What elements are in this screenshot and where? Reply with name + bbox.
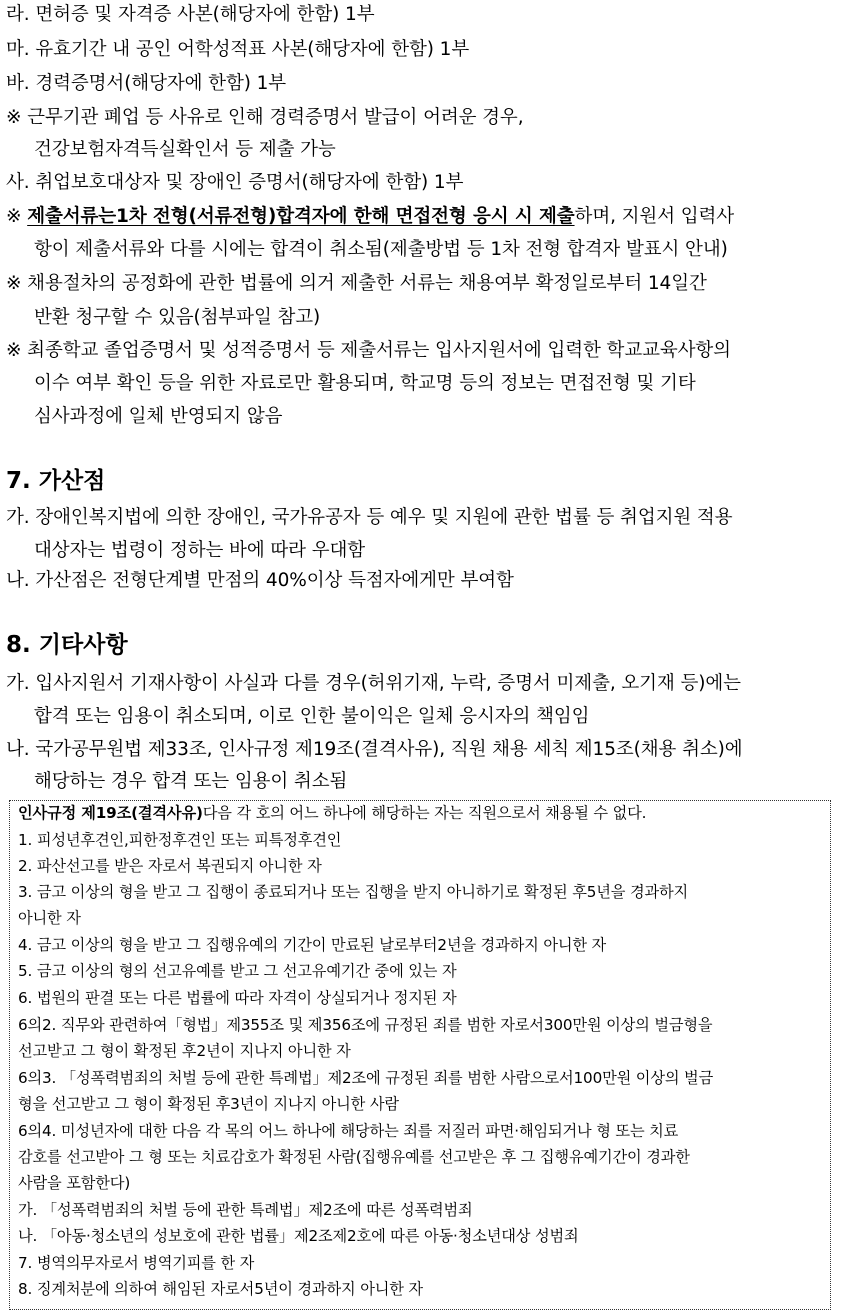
note-2-line-1 xyxy=(6,204,734,230)
rule-item: 감호를 선고받아 그 형 또는 치료감호가 확정된 사람(집행유예를 선고받은 후 그 집행유예기간이 경과한 xyxy=(18,1148,690,1166)
note-4-line-3: 심사과정에 일체 반영되지 않음 xyxy=(34,406,283,427)
rule-item: 6의3. 「성폭력범죄의 처벌 등에 관한 특례법」제2조에 규정된 죄를 범한 사람으로서100만원 이상의 벌금 xyxy=(18,1069,714,1087)
rule-item: 5. 금고 이상의 형의 선고유예를 받고 그 선고유예기간 중에 있는 자 xyxy=(18,962,457,980)
rule-item: 6의2. 직무와 관련하여「형법」제355조 및 제356조에 규정된 죄를 범한 자로서300만원 이상의 벌금형을 xyxy=(18,1016,713,1034)
rule-item: 사람을 포함한다) xyxy=(18,1174,131,1192)
note-4-line-2: 이수 여부 확인 등을 위한 자료로만 활용되며, 학교명 등의 정보는 면접전형 및 기타 xyxy=(34,373,696,394)
rule-item: 8. 징계처분에 의하여 해임된 자로서5년이 경과하지 아니한 자 xyxy=(18,1280,423,1298)
rule-item: 4. 금고 이상의 형을 받고 그 집행유예의 기간이 만료된 날로부터2년을 경과하지 아니한 자 xyxy=(18,936,607,954)
rule-item: 형을 선고받고 그 형이 확정된 후3년이 지나지 아니한 사람 xyxy=(18,1095,399,1113)
note-1-line-1: ※ 근무기관 폐업 등 사유로 인해 경력증명서 발급이 어려운 경우, xyxy=(6,107,524,128)
section-7-item-na: 나. 가산점은 전형단계별 만점의 40%이상 득점자에게만 부여함 xyxy=(6,570,514,591)
section-7-item-ga-line-2: 대상자는 법령이 정하는 바에 따라 우대함 xyxy=(34,540,366,561)
rules-box-heading-text: 다음 각 호의 어느 하나에 해당하는 자는 직원으로서 채용될 수 없다. xyxy=(202,804,647,822)
section-8-item-na-line-1: 나. 국가공무원법 제33조, 인사규정 제19조(결격사유), 직원 채용 세칙 제15조(채용 취소)에 xyxy=(6,739,743,760)
rule-item: 6. 법원의 판결 또는 다른 법률에 따라 자격이 상실되거나 정지된 자 xyxy=(18,989,457,1007)
emphasized-notice: 제출서류는1차 전형(서류전형)합격자에 한해 면접전형 응시 시 제출 xyxy=(27,206,575,227)
note-3-line-1: ※ 채용절차의 공정화에 관한 법률에 의거 제출한 서류는 채용여부 확정일로부터 14일간 xyxy=(6,273,707,294)
section-8-item-na-line-2: 해당하는 경우 합격 또는 임용이 취소됨 xyxy=(34,771,348,792)
list-item-ra: 라. 면허증 및 자격증 사본(해당자에 한함) 1부 xyxy=(6,4,375,25)
note-3-line-2: 반환 청구할 수 있음(첨부파일 참고) xyxy=(34,307,321,328)
rule-item: 1. 피성년후견인,피한정후견인 또는 피특정후견인 xyxy=(18,831,342,849)
rule-item: 나. 「아동·청소년의 성보호에 관한 법률」제2조제2호에 따른 아동·청소년대상 성범죄 xyxy=(18,1227,579,1245)
section-7-item-ga-line-1: 가. 장애인복지법에 의한 장애인, 국가유공자 등 예우 및 지원에 관한 법률 등 취업지원 적용 xyxy=(6,507,733,528)
list-item-sa: 사. 취업보호대상자 및 장애인 증명서(해당자에 한함) 1부 xyxy=(6,172,464,193)
section-8-item-ga-line-1: 가. 입사지원서 기재사항이 사실과 다를 경우(허위기재, 누락, 증명서 미제출, 오기재 등)에는 xyxy=(6,673,741,694)
list-item-ma: 마. 유효기간 내 공인 어학성적표 사본(해당자에 한함) 1부 xyxy=(6,39,470,60)
rule-item: 7. 병역의무자로서 병역기피를 한 자 xyxy=(18,1254,255,1272)
section-8-item-ga-line-2: 합격 또는 임용이 취소되며, 이로 인한 불이익은 일체 응시자의 책임임 xyxy=(34,706,590,727)
rule-item: 3. 금고 이상의 형을 받고 그 집행이 종료되거나 또는 집행을 받지 아니하기로 확정된 후5년을 경과하지 xyxy=(18,883,689,901)
section-8-title: 8. 기타사항 xyxy=(6,632,128,658)
rule-item: 아니한 자 xyxy=(18,909,81,927)
note-mark: ※ xyxy=(6,206,22,227)
note-2-line-2: 항이 제출서류와 다를 시에는 합격이 취소됨(제출방법 등 1차 전형 합격자 발표시 안내) xyxy=(34,239,728,260)
rule-item: 선고받고 그 형이 확정된 후2년이 지나지 아니한 자 xyxy=(18,1042,351,1060)
note-1-line-2: 건강보험자격득실확인서 등 제출 가능 xyxy=(34,139,336,160)
rule-item: 2. 파산선고를 받은 자로서 복권되지 아니한 자 xyxy=(18,857,322,875)
rules-box-heading xyxy=(18,802,646,824)
list-item-ba: 바. 경력증명서(해당자에 한함) 1부 xyxy=(6,73,287,94)
note-4-line-1: ※ 최종학교 졸업증명서 및 성적증명서 등 제출서류는 입사지원서에 입력한 학교교육사항의 xyxy=(6,340,731,361)
rules-box-heading-bold: 인사규정 제19조(결격사유) xyxy=(18,804,203,822)
rule-item: 6의4. 미성년자에 대한 다음 각 목의 어느 하나에 해당하는 죄를 저질러 파면·해임되거나 형 또는 치료 xyxy=(18,1122,679,1140)
section-7-title: 7. 가산점 xyxy=(6,468,106,494)
rule-item: 가. 「성폭력범죄의 처벌 등에 관한 특례법」제2조에 따른 성폭력범죄 xyxy=(18,1201,473,1219)
note-2-rest: 하며, 지원서 입력사 xyxy=(574,206,735,227)
